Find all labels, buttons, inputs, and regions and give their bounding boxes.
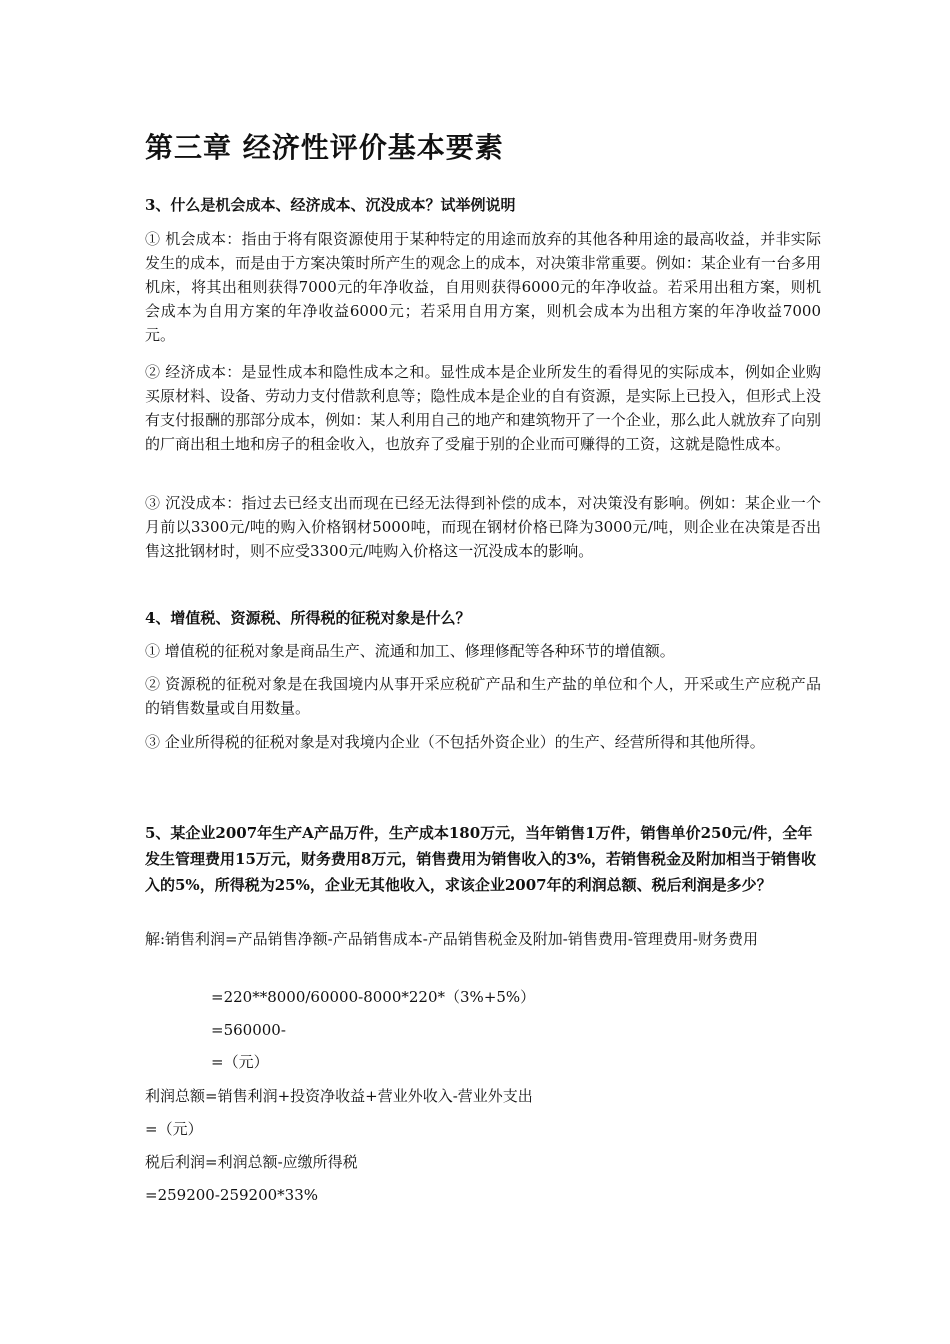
solution-line-1: 解:销售利润=产品销售净额-产品销售成本-产品销售税金及附加-销售费用-管理费用-财务费用 <box>145 930 758 948</box>
solution-line-5: 利润总额=销售利润+投资净收益+营业外收入-营业外支出 <box>145 1087 533 1105</box>
answer-3-opportunity-cost: ① 机会成本：指由于将有限资源使用于某种特定的用途而放弃的其他各种用途的最高收益，并非实际发生的成本，而是由于方案决策时所产生的观念上的成本，对决策非常重要。例如：某企业有一台多用机床，将其出租则获得7000元的年净收益，自用则获得6000元的年净收益。若采用出租方案，则机会成本为自用方案的年净收益6000元；若采用自用方案，则机会成本为出租方案的年净收益7000元。 <box>145 230 821 344</box>
answer-3-sunk-cost: ③ 沉没成本：指过去已经支出而现在已经无法得到补偿的成本，对决策没有影响。例如：某企业一个月前以3300元/吨的购入价格钢材5000吨，而现在钢材价格已降为3000元/吨，则企业在决策是否出售这批钢材时，则不应受3300元/吨购入价格这一沉没成本的影响。 <box>145 494 821 560</box>
answer-3-economic-cost: ② 经济成本：是显性成本和隐性成本之和。显性成本是企业所发生的看得见的实际成本，例如企业购买原材料、设备、劳动力支付借款利息等；隐性成本是企业的自有资源，是实际上已投入，但形式上没有支付报酬的那部分成本，例如：某人利用自己的地产和建筑物开了一个企业，那么此人就放弃了向别的厂商出租土地和房子的租金收入，也放弃了受雇于别的企业而可赚得的工资，这就是隐性成本。 <box>145 363 821 453</box>
solution-line-3: =560000- <box>211 1021 286 1039</box>
solution-line-7: 税后利润=利润总额-应缴所得税 <box>145 1153 358 1171</box>
solution-line-6: =（元） <box>145 1120 203 1138</box>
solution-line-4: =（元） <box>211 1053 269 1071</box>
answer-4-vat: ① 增值税的征税对象是商品生产、流通和加工、修理修配等各种环节的增值额。 <box>145 642 675 660</box>
question-3: 3、什么是机会成本、经济成本、沉没成本？试举例说明 <box>145 196 516 214</box>
question-5: 5、某企业2007年生产A产品万件，生产成本180万元，当年销售1万件，销售单价250元/件，全年发生管理费用15万元，财务费用8万元，销售费用为销售收入的3%，若销售税金及附加相当于销售收入的5%，所得税为25%，企业无其他收入，求该企业2007年的利润总额、税后利润是多少？ <box>145 824 817 894</box>
question-4: 4、增值税、资源税、所得税的征税对象是什么？ <box>145 609 471 627</box>
solution-line-2: =220**8000/60000-8000*220*（3%+5%） <box>211 988 536 1006</box>
solution-line-8: =259200-259200*33% <box>145 1186 318 1204</box>
answer-4-income-tax: ③ 企业所得税的征税对象是对我境内企业（不包括外资企业）的生产、经营所得和其他所得。 <box>145 733 765 751</box>
answer-4-resource-tax: ② 资源税的征税对象是在我国境内从事开采应税矿产品和生产盐的单位和个人，开采或生产应税产品的销售数量或自用数量。 <box>145 675 821 717</box>
chapter-title: 第三章 经济性评价基本要素 <box>145 131 504 164</box>
